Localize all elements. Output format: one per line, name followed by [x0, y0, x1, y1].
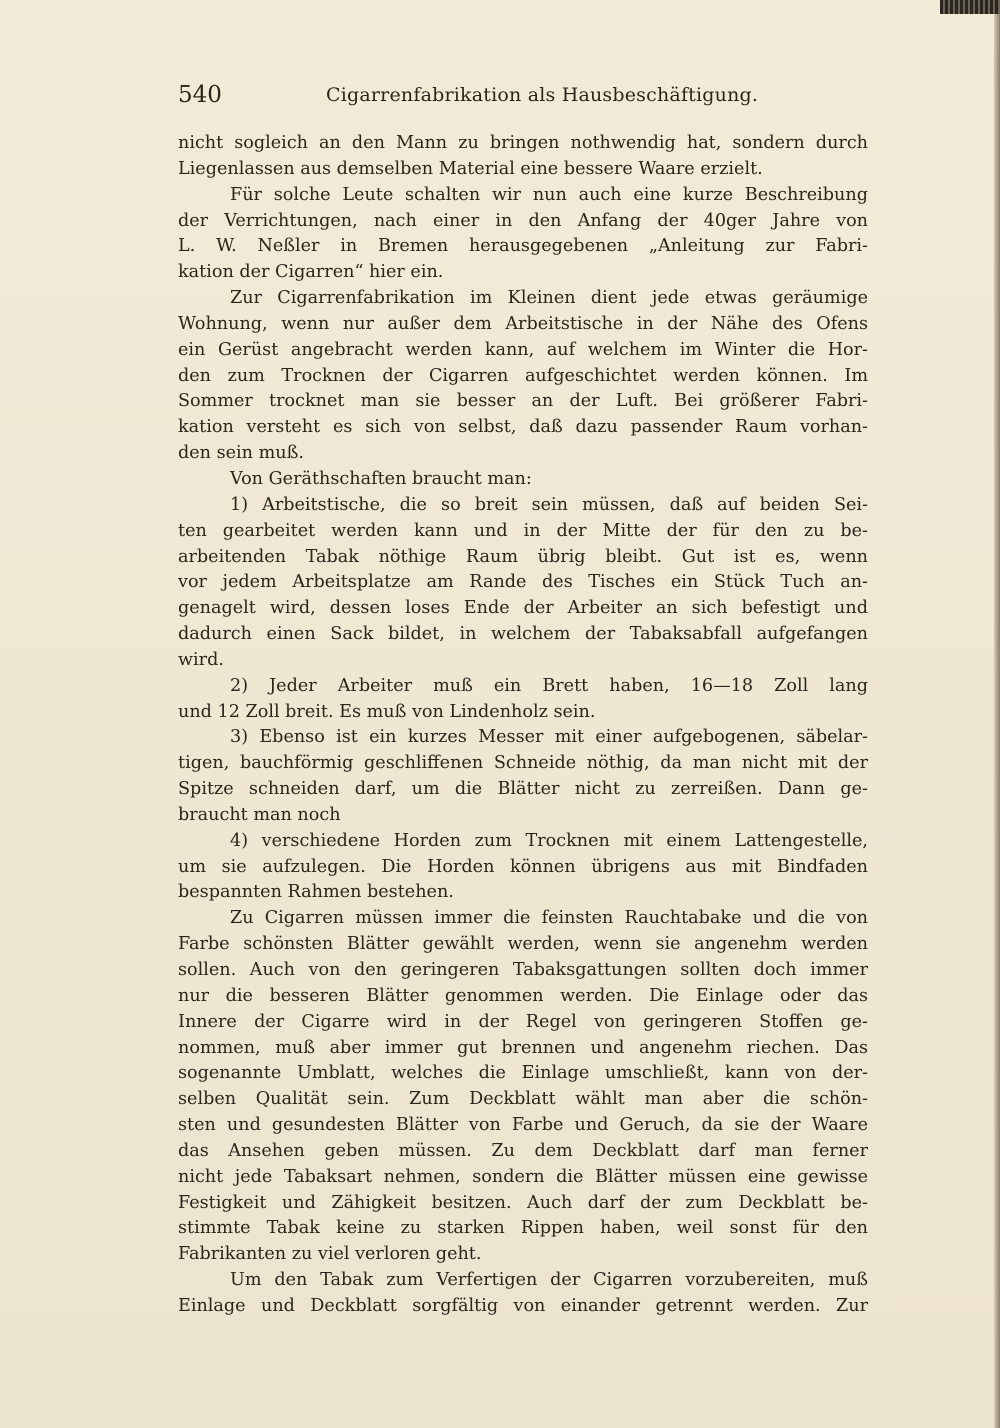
text-line: Zu Cigarren müssen immer die feinsten Rauchtabake und die von — [230, 908, 868, 929]
text-line: stimmte Tabak keine zu starken Rippen haben, weil sonst für den — [178, 1218, 868, 1239]
text-line: Von Geräthschaften braucht man: — [230, 468, 532, 489]
text-line: dadurch einen Sack bildet, in welchem der Tabaksabfall aufgefangen — [178, 624, 868, 645]
running-title: Cigarrenfabrikation als Hausbeschäftigung. — [326, 84, 759, 106]
text-line: kation der Cigarren“ hier ein. — [178, 262, 444, 283]
page-header — [178, 80, 868, 114]
text-line: 2) Jeder Arbeiter muß ein Brett haben, 16—18 Zoll lang — [230, 675, 868, 696]
text-line: Liegenlassen aus demselben Material eine bessere Waare erzielt. — [178, 158, 763, 179]
text-line: Für solche Leute schalten wir nun auch eine kurze Beschreibung — [230, 184, 868, 205]
text-line: Um den Tabak zum Verfertigen der Cigarren vorzubereiten, muß — [230, 1270, 868, 1291]
text-line: nommen, muß aber immer gut brennen und angenehm riechen. Das — [178, 1037, 868, 1058]
text-line: das Ansehen geben müssen. Zu dem Deckblatt darf man ferner — [178, 1140, 868, 1161]
text-line: ein Gerüst angebracht werden kann, auf welchem im Winter die Hor- — [178, 339, 868, 360]
text-line: Zur Cigarrenfabrikation im Kleinen dient jede etwas geräumige — [230, 288, 868, 309]
text-line: um sie aufzulegen. Die Horden können übrigens aus mit Bindfaden — [178, 856, 868, 877]
text-line: Spitze schneiden darf, um die Blätter nicht zu zerreißen. Dann ge- — [178, 779, 868, 800]
text-line: sten und gesundesten Blätter von Farbe und Geruch, da sie der Waare — [178, 1115, 868, 1136]
page-corner-shadow — [940, 0, 1000, 14]
text-line: der Verrichtungen, nach einer in den Anfang der 40ger Jahre von — [178, 210, 868, 231]
text-line: Fabrikanten zu viel verloren geht. — [178, 1244, 482, 1265]
text-line: vor jedem Arbeitsplatze am Rande des Tisches ein Stück Tuch an- — [178, 572, 868, 593]
text-line: bespannten Rahmen bestehen. — [178, 882, 454, 903]
text-line: Farbe schönsten Blätter gewählt werden, wenn sie angenehm werden — [178, 934, 868, 955]
text-line: tigen, bauchförmig geschliffenen Schneide nöthig, da man nicht mit der — [178, 753, 868, 774]
text-line: den zum Trocknen der Cigarren aufgeschichtet werden können. Im — [178, 365, 868, 386]
text-line: arbeitenden Tabak nöthige Raum übrig bleibt. Gut ist es, wenn — [178, 546, 868, 567]
text-line: Innere der Cigarre wird in der Regel von geringeren Stoffen ge- — [178, 1011, 868, 1032]
text-line: 1) Arbeitstische, die so breit sein müssen, daß auf beiden Sei- — [230, 494, 868, 515]
text-line: 4) verschiedene Horden zum Trocknen mit einem Lattengestelle, — [230, 830, 868, 851]
text-line: 3) Ebenso ist ein kurzes Messer mit einer aufgebogenen, säbelar- — [230, 727, 868, 748]
text-line: wird. — [178, 649, 224, 670]
text-line: sogenannte Umblatt, welches die Einlage umschließt, kann von der- — [178, 1063, 868, 1084]
text-line: selben Qualität sein. Zum Deckblatt wählt man aber die schön- — [178, 1089, 868, 1110]
text-line: Wohnung, wenn nur außer dem Arbeitstische in der Nähe des Ofens — [178, 313, 868, 334]
text-line: sollen. Auch von den geringeren Tabaksgattungen sollten doch immer — [178, 960, 868, 980]
text-line: braucht man noch — [178, 804, 341, 825]
text-line: nur die besseren Blätter genommen werden. Die Einlage oder das — [178, 985, 868, 1006]
text-line: Einlage und Deckblatt sorgfältig von einander getrennt werden. Zur — [178, 1295, 868, 1316]
page-edge — [994, 0, 1000, 1428]
text-line: kation versteht es sich von selbst, daß dazu passender Raum vorhan- — [178, 417, 868, 438]
body-text — [178, 131, 868, 1320]
page-number: 540 — [178, 82, 222, 108]
text-line: und 12 Zoll breit. Es muß von Lindenholz sein. — [178, 701, 596, 722]
text-line: nicht sogleich an den Mann zu bringen nothwendig hat, sondern durch — [178, 133, 868, 153]
text-line: Sommer trocknet man sie besser an der Luft. Bei größerer Fabri- — [178, 391, 868, 412]
text-line: Festigkeit und Zähigkeit besitzen. Auch darf der zum Deckblatt be- — [178, 1192, 868, 1213]
text-line: den sein muß. — [178, 443, 304, 464]
text-line: ten gearbeitet werden kann und in der Mitte der für den zu be- — [178, 520, 868, 541]
text-line: genagelt wird, dessen loses Ende der Arbeiter an sich befestigt und — [178, 598, 868, 619]
text-line: nicht jede Tabaksart nehmen, sondern die Blätter müssen eine gewisse — [178, 1166, 868, 1187]
text-line: L. W. Neßler in Bremen herausgegebenen „Anleitung zur Fabri- — [178, 236, 868, 257]
